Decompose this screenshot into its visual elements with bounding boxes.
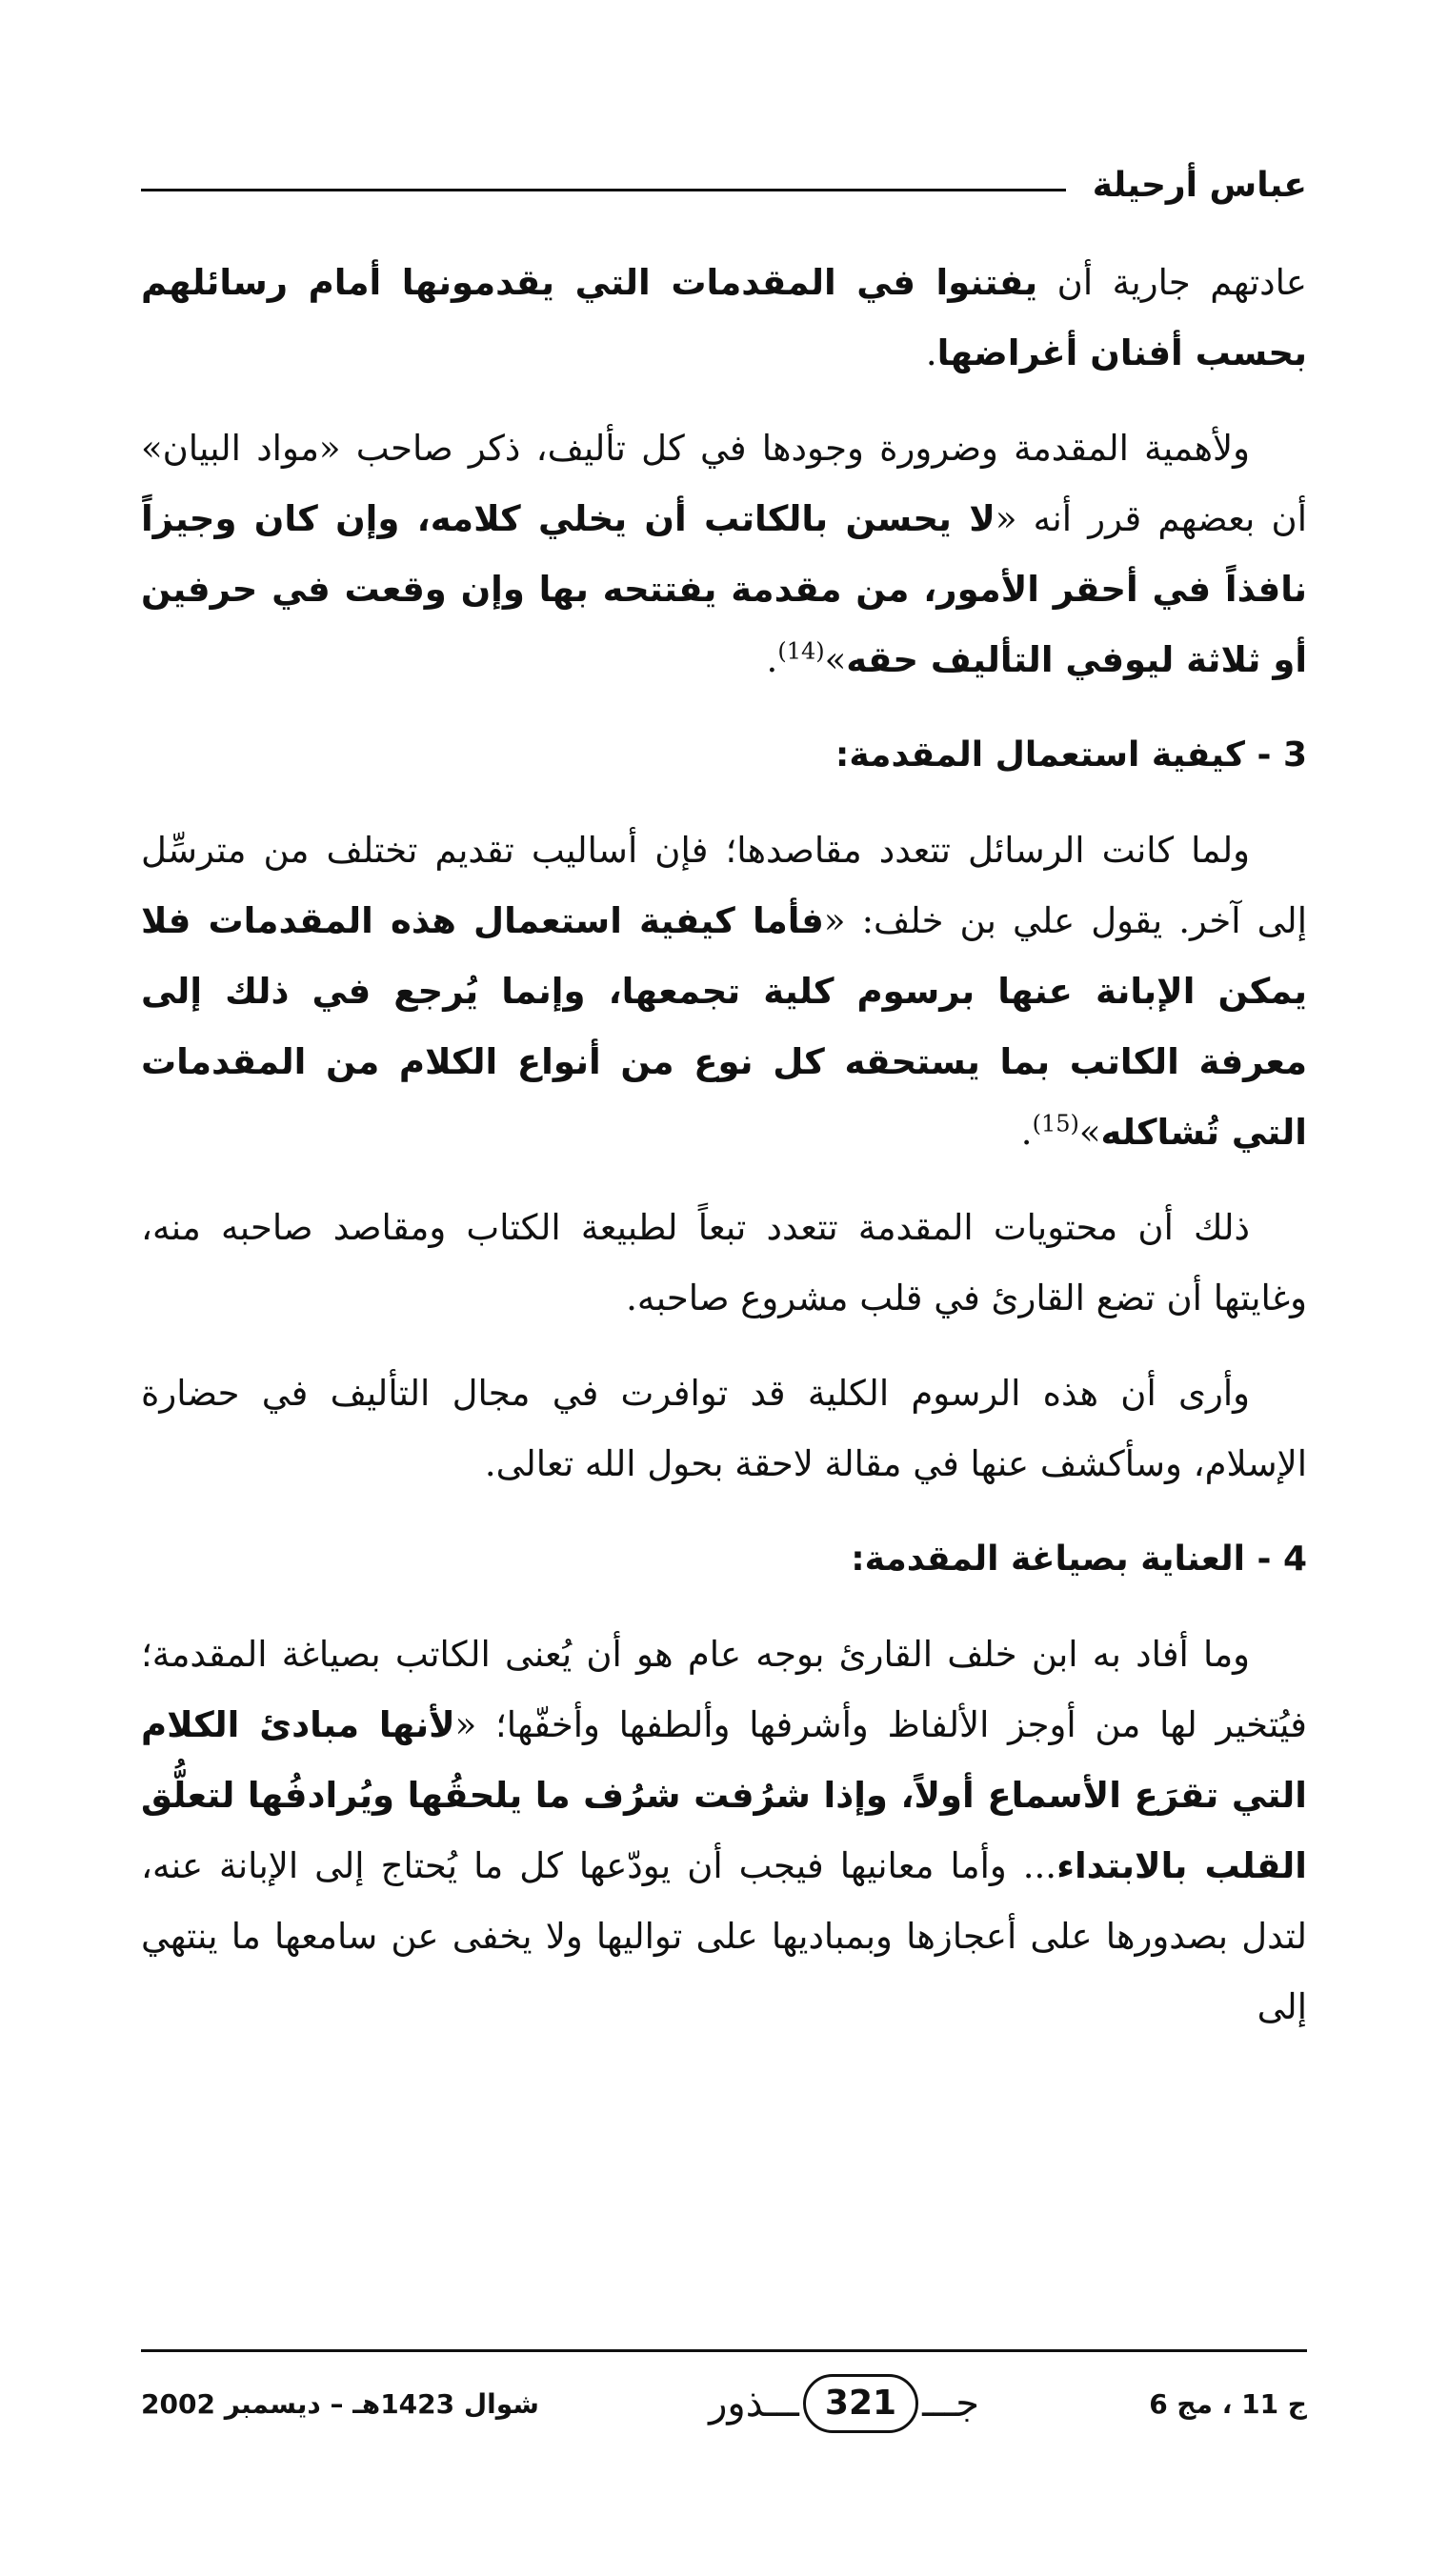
journal-logo [705, 2374, 983, 2433]
bold-text: يفتنوا في المقدمات التي يقدمونها أمام رسائلهم بحسب أفنان أغراضها [141, 262, 1307, 373]
journal-name-start: جـــ [922, 2382, 979, 2425]
volume-info: ج 11 ، مج 6 [1149, 2387, 1307, 2420]
section-heading-3: 3 - كيفية استعمال المقدمة: [835, 735, 1307, 775]
page-number: 321 [803, 2374, 918, 2433]
header-rule [141, 189, 1066, 191]
quote-bold: لأنها مبادئ الكلام التي تقرَع الأسماع أولاً، وإذا شرُفت شرُف ما يلحقُها ويُرادفُها لتعلُّق القلب بالابتداء [141, 1704, 1307, 1886]
quote-bold: فأما كيفية استعمال هذه المقدمات فلا يمكن الإبانة عنها برسوم كلية تجمعها، وإنما يُرجع في ذلك إلى معرفة الكاتب بما يستحقه كل نوع من أنواع الكلام من المقدمات التي تُشاكله [141, 900, 1307, 1153]
article-body [141, 248, 1307, 2067]
running-header [141, 138, 1307, 205]
paragraph-4: ذلك أن محتويات المقدمة تتعدد تبعاً لطبيعة الكتاب ومقاصد صاحبه منه، وغايتها أن تضع القارئ في قلب مشروع صاحبه. [141, 1207, 1307, 1318]
paragraph-6: وما أفاد به ابن خلف القارئ بوجه عام هو أن يُعنى الكاتب بصياغة المقدمة؛ فيُتخير لها من أوجز الألفاظ وأشرفها وألطفها وأخفّها؛ «لأنها مبادئ الكلام التي تقرَع الأسماع أولاً، وإذا شرُفت شرُف ما يلحقُها ويُرادفُها لتعلُّق القلب بالابتداء... وأما معانيها فيجب أن يودّعها كل ما يُحتاج إلى الإبانة عنه، لتدل بصدورها على أعجازها وبمباديها على تواليها ولا يخفى عن سامعها ما ينتهي إلى [141, 1634, 1307, 2027]
footer-rule [141, 2349, 1307, 2352]
journal-name-end: ـــذور [709, 2382, 799, 2425]
footnote-ref-14: (14) [777, 637, 825, 665]
paragraph-2: ولأهمية المقدمة وضرورة وجودها في كل تأليف، ذكر صاحب «مواد البيان» أن بعضهم قرر أنه «لا يحسن بالكاتب أن يخلي كلامه، وإن كان وجيزاً نافذاً في أحقر الأمور، من مقدمة يفتتحه بها وإن وقعت في حرفين أو ثلاثة ليوفي التأليف حقه»$^{(14)}$. [141, 428, 1307, 680]
footnote-ref-15: (15) [1032, 1110, 1079, 1137]
paragraph-3: ولما كانت الرسائل تتعدد مقاصدها؛ فإن أساليب تقديم تختلف من مترسِّل إلى آخر. يقول علي بن خلف: «فأما كيفية استعمال هذه المقدمات فلا يمكن الإبانة عنها برسوم كلية تجمعها، وإنما يُرجع في ذلك إلى معرفة الكاتب بما يستحقه كل نوع من أنواع الكلام من المقدمات التي تُشاكله»$^{(15)}$. [141, 830, 1307, 1153]
quote-bold: لا يحسن بالكاتب أن يخلي كلامه، وإن كان وجيزاً نافذاً في أحقر الأمور، من مقدمة يفتتحه بها وإن وقعت في حرفين أو ثلاثة ليوفي التأليف حقه [141, 498, 1307, 680]
paragraph-1: عادتهم جارية أن يفتنوا في المقدمات التي يقدمونها أمام رسائلهم بحسب أفنان أغراضها. [141, 262, 1308, 373]
issue-date: شوال 1423هـ – ديسمبر 2002 [141, 2387, 539, 2420]
paragraph-5: وأرى أن هذه الرسوم الكلية قد توافرت في مجال التأليف في حضارة الإسلام، وسأكشف عنها في مقالة لاحقة بحول الله تعالى. [141, 1373, 1307, 1484]
section-heading-4: 4 - العناية بصياغة المقدمة: [851, 1540, 1307, 1579]
author-name: عباس أرحيلة [1092, 166, 1307, 205]
page-footer [141, 2370, 1307, 2437]
